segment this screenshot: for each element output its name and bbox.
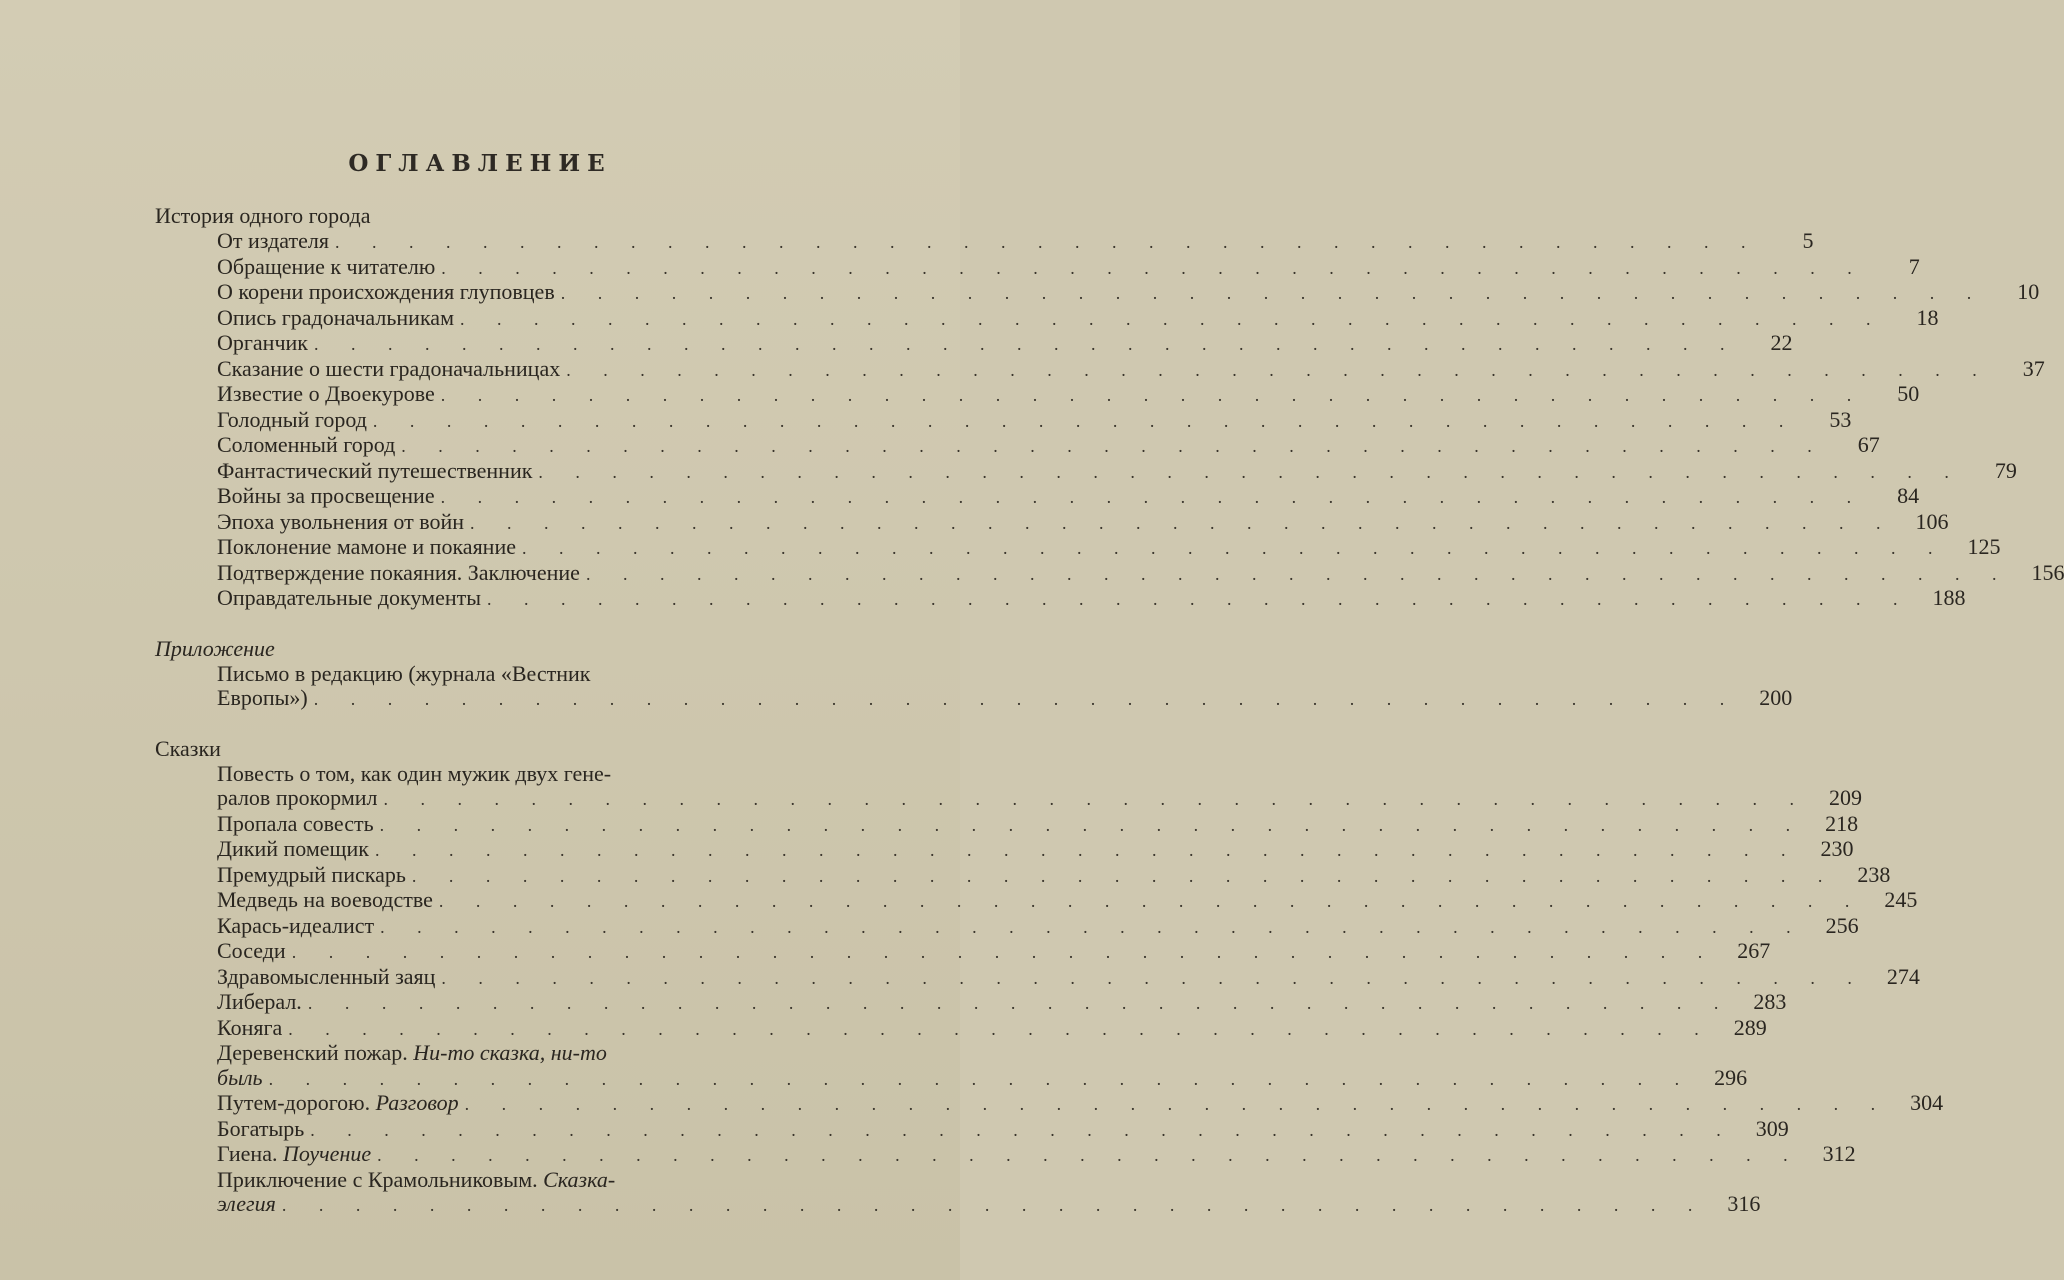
page-number: 7 (1908, 253, 1920, 279)
entry-title: Дикий помещик (217, 836, 369, 861)
toc-entry[interactable] (0, 228, 1814, 255)
page-number: 274 (1886, 963, 1920, 989)
entry-title: Гиена. Поучение (217, 1141, 372, 1166)
entry-title: Соломенный город (217, 432, 396, 457)
toc-entry[interactable] (0, 1166, 1761, 1218)
toc-entry[interactable] (0, 253, 1920, 281)
entry-title: Органчик (217, 330, 308, 355)
toc-entry[interactable] (0, 963, 1920, 991)
toc-entry[interactable] (0, 457, 2017, 485)
toc-entry[interactable] (0, 279, 2040, 306)
dot-leader: . . . . . . . . . . . . . . . . . . . . . . . . . . . . . . . . . . . . . . . (585, 563, 2011, 584)
entry-line (217, 836, 1854, 863)
toc-entry[interactable] (0, 861, 1891, 889)
entry-line (217, 228, 1814, 255)
dot-leader: . . . . . . . . . . . . . . . . . . . . . . . . . . . . . . . . . . . . . . . (440, 385, 1866, 405)
dot-leader: . . . . . . . . . . . . . . . . . . . . . . . . . . . . . . . . . . . . . . . (334, 232, 1760, 252)
page-number: 53 (1829, 406, 1852, 432)
entry-line (217, 534, 2001, 561)
page-number: 200 (1759, 685, 1793, 710)
toc-entry[interactable] (0, 810, 1859, 838)
page-number: 283 (1753, 989, 1787, 1014)
toc-entry[interactable] (0, 660, 1793, 712)
entry-line (217, 785, 1863, 812)
entry-line (217, 253, 1920, 281)
page-number: 267 (1737, 938, 1771, 963)
entry-title: Премудрый пискарь (217, 861, 406, 887)
dot-leader: . . . . . . . . . . . . . . . . . . . . . . . . . . . . . . . . . . . . . . . (440, 487, 1866, 507)
page-number: 50 (1897, 381, 1920, 406)
page-number: 245 (1884, 887, 1918, 912)
toc-entry[interactable] (0, 938, 1771, 965)
entry-title: Поклонение мамоне и покаяние (217, 534, 516, 559)
toc-entry[interactable] (0, 1115, 1789, 1143)
entry-title: От издателя (217, 228, 329, 253)
entry-title: Войны за просвещение (217, 483, 435, 508)
toc-entry[interactable] (0, 483, 1920, 510)
entry-line (217, 963, 1920, 991)
section-title: История одного города (155, 203, 371, 228)
toc-section (0, 635, 1793, 712)
entry-title: Эпоха увольнения от войн (217, 508, 464, 534)
dot-leader: . . . . . . . . . . . . . . . . . . . . . . . . . . . . . . . . . . . . . . . (470, 512, 1895, 533)
page-number: 289 (1733, 1014, 1767, 1040)
entry-line (217, 1115, 1789, 1143)
entry-line (217, 810, 1859, 838)
page-number: 316 (1727, 1191, 1761, 1216)
entry-title-line: Приключение с Крамольниковым. Сказка- (217, 1166, 616, 1192)
table-of-contents (0, 203, 2064, 1242)
page-number: 18 (1916, 304, 1939, 330)
entry-subtitle: Разговор (375, 1090, 459, 1115)
dot-leader: . . . . . . . . . . . . . . . . . . . . . . . . . . . . . . . . . . . . . . . (372, 410, 1798, 431)
page-number: 230 (1820, 836, 1854, 861)
section-title: Приложение (155, 635, 275, 661)
entry-line (217, 912, 1859, 940)
toc-entry[interactable] (0, 989, 1787, 1016)
dot-leader: . . . . . . . . . . . . . . . . . . . . . . . . . . . . . . . . . . . . . . . (538, 461, 1963, 482)
entry-subtitle: быль (217, 1064, 263, 1090)
dot-leader: . . . . . . . . . . . . . . . . . . . . . . . . . . . . . . . . . . . . . . . (307, 993, 1733, 1013)
dot-leader: . . . . . . . . . . . . . . . . . . . . . . . . . . . . . . . . . . . . . . . (313, 334, 1739, 354)
entry-title: Фантастический путешественник (217, 457, 533, 483)
entry-line (217, 279, 2040, 306)
page-number: 5 (1802, 228, 1814, 253)
dot-leader: . . . . . . . . . . . . . . . . . . . . . . . . . . . . . . . . . . . . . . . (560, 283, 1986, 303)
toc-section (0, 203, 2064, 612)
entry-title: Подтверждение покаяния. Заключение (217, 559, 580, 585)
entry-line (217, 432, 1880, 459)
dot-leader: . . . . . . . . . . . . . . . . . . . . . . . . . . . . . . . . . . . . . . . (566, 359, 1991, 380)
entry-title: Обращение к читателю (217, 253, 436, 279)
dot-leader: . . . . . . . . . . . . . . . . . . . . . . . . . . . . . . . . . . . . . . . (374, 840, 1800, 860)
page-number: 79 (1994, 457, 2017, 483)
entry-line (217, 508, 1949, 536)
dot-leader: . . . . . . . . . . . . . . . . . . . . . . . . . . . . . . . . . . . . . . . (383, 789, 1809, 809)
dot-leader: . . . . . . . . . . . . . . . . . . . . . . . . . . . . . . . . . . . . . . . (380, 916, 1805, 937)
entry-line (217, 1064, 1748, 1092)
dot-leader: . . . . . . . . . . . . . . . . . . . . . . . . . . . . . . . . . . . . . . . (487, 589, 1912, 609)
entry-line (217, 559, 2064, 587)
page-number: 84 (1897, 483, 1920, 508)
dot-leader: . . . . . . . . . . . . . . . . . . . . . . . . . . . . . . . . . . . . . . . (281, 1195, 1707, 1215)
entry-title: Оправдательные документы (217, 585, 481, 610)
dot-leader: . . . . . . . . . . . . . . . . . . . . . . . . . . . . . . . . . . . . . . . (441, 257, 1866, 278)
entry-title: О корени происхождения глуповцев (217, 279, 555, 304)
entry-title-line: Повесть о том, как один мужик двух гене- (217, 760, 612, 786)
toc-entry[interactable] (0, 406, 1852, 434)
toc-entry[interactable] (0, 559, 2064, 587)
entry-line (217, 989, 1787, 1016)
toc-entry[interactable] (0, 585, 1966, 612)
toc-entry[interactable] (0, 534, 2001, 561)
entry-title: Сказание о шести градоначальницах (217, 355, 561, 381)
entry-subtitle: элегия (217, 1191, 276, 1216)
entry-line (217, 938, 1771, 965)
toc-entry[interactable] (0, 1014, 1767, 1042)
page-number: 296 (1714, 1064, 1748, 1090)
entry-line (217, 406, 1852, 434)
toc-entry[interactable] (0, 1090, 1944, 1117)
toc-entry[interactable] (0, 1141, 1856, 1168)
dot-leader: . . . . . . . . . . . . . . . . . . . . . . . . . . . . . . . . . . . . . . . (438, 891, 1864, 911)
dot-leader: . . . . . . . . . . . . . . . . . . . . . . . . . . . . . . . . . . . . . . . (291, 942, 1717, 962)
toc-section (0, 735, 1944, 1218)
page-number: 309 (1755, 1115, 1789, 1141)
dot-leader: . . . . . . . . . . . . . . . . . . . . . . . . . . . . . . . . . . . . . . . (379, 814, 1805, 835)
page-number: 125 (1967, 534, 2001, 559)
dot-leader: . . . . . . . . . . . . . . . . . . . . . . . . . . . . . . . . . . . . . . . (441, 967, 1866, 988)
toc-entry[interactable] (0, 381, 1920, 408)
page-number: 156 (2031, 559, 2064, 585)
entry-line (217, 483, 1920, 510)
entry-line (217, 381, 1920, 408)
page-number: 209 (1829, 785, 1863, 810)
entry-title: Известие о Двоекурове (217, 381, 435, 406)
dot-leader: . . . . . . . . . . . . . . . . . . . . . . . . . . . . . . . . . . . . . . . (401, 436, 1826, 456)
page-number: 67 (1857, 432, 1880, 457)
dot-leader: . . . . . . . . . . . . . . . . . . . . . . . . . . . . . . . . . . . . . . . (411, 865, 1837, 886)
entry-line (217, 1090, 1944, 1117)
entry-title (217, 1192, 276, 1217)
toc-entry[interactable] (0, 355, 2045, 383)
toc-entry[interactable] (0, 887, 1918, 914)
dot-leader: . . . . . . . . . . . . . . . . . . . . . . . . . . . . . . . . . . . . . . . (522, 538, 1947, 558)
page-number: 304 (1910, 1090, 1944, 1115)
entry-title: Здравомысленный заяц (217, 963, 436, 989)
dot-leader: . . . . . . . . . . . . . . . . . . . . . . . . . . . . . . . . . . . . . . . (288, 1018, 1713, 1039)
entry-line (217, 585, 1966, 612)
dot-leader: . . . . . . . . . . . . . . . . . . . . . . . . . . . . . . . . . . . . . . . (313, 689, 1739, 709)
page-number: 37 (2022, 355, 2045, 381)
entry-title: Соседи (217, 938, 286, 963)
section-title: Сказки (155, 735, 221, 761)
toc-entry[interactable] (0, 304, 1939, 332)
page-title: ОГЛАВЛЕНИЕ (348, 150, 612, 177)
entry-subtitle: Сказка- (543, 1166, 616, 1192)
page-number: 106 (1915, 508, 1949, 534)
toc-entry[interactable] (0, 508, 1949, 536)
entry-title: Коняга (217, 1014, 283, 1040)
entry-line (217, 330, 1793, 357)
toc-entry[interactable] (0, 432, 1880, 459)
entry-title: Либерал. (217, 989, 302, 1014)
entry-title: Европы») (217, 685, 308, 710)
entry-line (217, 1141, 1856, 1168)
entry-line (217, 685, 1793, 712)
page-number: 256 (1825, 912, 1859, 938)
entry-subtitle: Поучение (282, 1141, 372, 1166)
entry-line (217, 1014, 1767, 1042)
dot-leader: . . . . . . . . . . . . . . . . . . . . . . . . . . . . . . . . . . . . . . . (268, 1068, 1694, 1089)
entry-title: ралов прокормил (217, 785, 378, 810)
entry-title-line: Письмо в редакцию (журнала «Вестник (217, 660, 591, 686)
entry-title (217, 1066, 263, 1091)
entry-title: Опись градоначальникам (217, 304, 454, 330)
page-number: 22 (1770, 330, 1793, 355)
entry-line (217, 304, 1939, 332)
toc-entry[interactable] (0, 330, 1793, 357)
entry-title: Путем-дорогою. Разговор (217, 1090, 459, 1115)
toc-entry[interactable] (0, 1040, 1748, 1091)
entry-title: Пропала совесть (217, 810, 374, 836)
page-number: 218 (1825, 810, 1859, 836)
dot-leader: . . . . . . . . . . . . . . . . . . . . . . . . . . . . . . . . . . . . . . . (460, 308, 1885, 329)
dot-leader: . . . . . . . . . . . . . . . . . . . . . . . . . . . . . . . . . . . . . . . (310, 1119, 1735, 1140)
entry-title: Карась-идеалист (217, 912, 375, 938)
entry-line (217, 457, 2017, 485)
page-number: 188 (1932, 585, 1966, 610)
toc-entry[interactable] (0, 760, 1863, 812)
page-number: 238 (1857, 861, 1891, 887)
page-number: 312 (1822, 1141, 1856, 1166)
entry-line (217, 887, 1918, 914)
entry-subtitle: Ни-то сказка, ни-то (413, 1040, 607, 1065)
page-number: 10 (2017, 279, 2040, 304)
entry-title: Медведь на воеводстве (217, 887, 433, 912)
toc-entry[interactable] (0, 836, 1854, 863)
dot-leader: . . . . . . . . . . . . . . . . . . . . . . . . . . . . . . . . . . . . . . . (464, 1094, 1890, 1114)
entry-title: Богатырь (217, 1115, 305, 1141)
entry-title: Голодный город (217, 406, 367, 432)
entry-line (217, 355, 2045, 383)
entry-line (217, 1191, 1761, 1218)
toc-entry[interactable] (0, 912, 1859, 940)
dot-leader: . . . . . . . . . . . . . . . . . . . . . . . . . . . . . . . . . . . . . . . (377, 1145, 1802, 1165)
entry-line (217, 861, 1891, 889)
entry-title-line: Деревенский пожар. Ни-то сказка, ни-то (217, 1040, 607, 1065)
